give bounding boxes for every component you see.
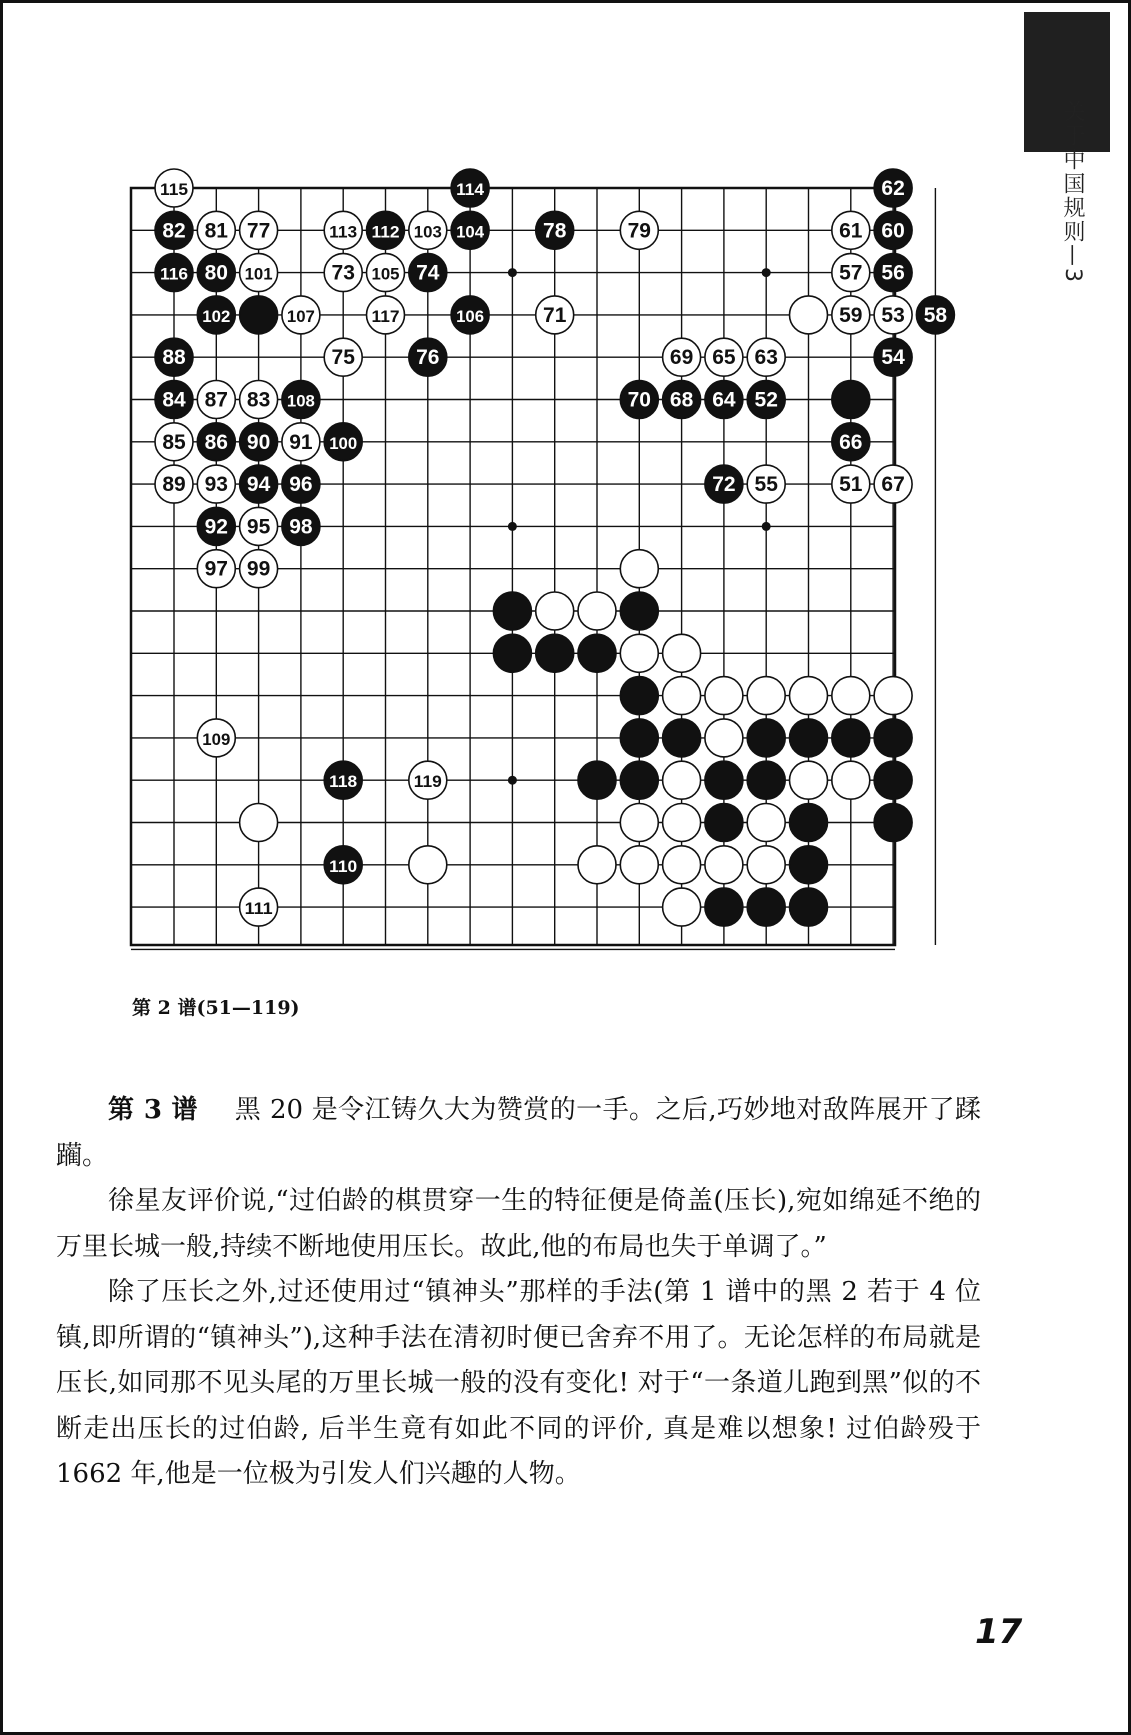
black-stone <box>874 804 912 842</box>
black-stone <box>620 592 658 630</box>
stone-move-number: 70 <box>627 388 651 412</box>
white-stone <box>747 804 785 842</box>
white-stone <box>663 677 701 715</box>
stone-move-number: 115 <box>160 180 188 199</box>
paragraph <box>56 1088 981 1179</box>
stone-move-number: 93 <box>204 473 228 497</box>
stone-move-number: 91 <box>289 430 313 454</box>
black-stone <box>663 719 701 757</box>
stone-move-number: 111 <box>244 899 273 919</box>
white-stone <box>620 804 658 842</box>
stone-move-number: 69 <box>669 346 694 370</box>
stone-move-number: 94 <box>246 473 271 497</box>
body-text <box>56 1088 981 1498</box>
stone-move-number: 117 <box>371 306 400 326</box>
star-point <box>762 522 771 531</box>
black-stone <box>578 634 616 672</box>
stone-move-number: 75 <box>331 346 355 370</box>
stone-move-number: 59 <box>839 303 863 327</box>
black-stone <box>240 296 278 334</box>
white-stone <box>832 761 870 799</box>
white-stone <box>578 846 616 884</box>
stone-move-number: 53 <box>881 303 905 327</box>
white-stone <box>240 804 278 842</box>
stone-move-number: 65 <box>712 346 736 370</box>
white-stone <box>705 719 743 757</box>
stone-move-number: 92 <box>204 515 228 539</box>
stone-move-number: 118 <box>329 772 358 792</box>
stone-move-number: 103 <box>413 222 442 242</box>
white-stone <box>663 846 701 884</box>
stone-move-number: 102 <box>202 306 231 326</box>
stone-move-number: 109 <box>202 729 231 749</box>
stone-move-number: 51 <box>839 473 863 497</box>
stone-move-number: 56 <box>881 261 905 285</box>
black-stone <box>620 677 658 715</box>
star-point <box>762 268 771 277</box>
black-stone <box>832 381 870 419</box>
stone-move-number: 86 <box>204 430 228 454</box>
paragraph-text: 黑 20 是令江铸久大为赞赏的一手。之后,巧妙地对敌阵展开了蹂躏。 <box>56 1095 981 1171</box>
stone-move-number: 71 <box>543 303 567 327</box>
white-stone <box>663 761 701 799</box>
star-point <box>508 522 517 531</box>
stone-move-number: 64 <box>712 388 736 412</box>
stone-move-number: 61 <box>839 219 863 243</box>
white-stone <box>663 634 701 672</box>
paragraph <box>56 1270 981 1498</box>
stone-move-number: 105 <box>371 264 400 284</box>
black-stone <box>790 888 828 926</box>
paragraph-text: 徐星友评价说,“过伯龄的棋贯穿一生的特征便是倚盖(压长),宛如绵延不绝的万里长城一般,持续不断地使用压长。故此,他的布局也失于单调了。” <box>56 1186 981 1262</box>
white-stone <box>705 677 743 715</box>
black-stone <box>790 804 828 842</box>
paragraph <box>56 1179 981 1270</box>
stone-move-number: 108 <box>286 391 315 411</box>
black-stone <box>493 592 531 630</box>
section-title: 关于中国规则—3 <box>1060 100 1085 284</box>
stone-move-number: 55 <box>754 473 778 497</box>
stone-move-number: 112 <box>371 222 400 242</box>
stone-move-number: 57 <box>839 261 863 285</box>
black-stone <box>620 761 658 799</box>
stone-move-number: 119 <box>413 772 442 792</box>
stone-move-number: 99 <box>246 557 271 581</box>
stone-move-number: 87 <box>204 388 228 412</box>
stone-move-number: 77 <box>246 219 271 243</box>
white-stone <box>536 592 574 630</box>
white-stone <box>578 592 616 630</box>
white-stone <box>747 677 785 715</box>
white-stone <box>409 846 447 884</box>
stone-move-number: 52 <box>754 388 778 412</box>
stone-move-number: 82 <box>162 219 186 243</box>
stone-move-number: 54 <box>881 346 905 370</box>
diagram-caption: 第 2 谱(51—119) <box>132 997 300 1019</box>
white-stone <box>874 677 912 715</box>
white-stone <box>663 888 701 926</box>
black-stone <box>874 719 912 757</box>
black-stone <box>747 888 785 926</box>
white-stone <box>790 296 828 334</box>
stone-move-number: 84 <box>162 388 186 412</box>
stone-move-number: 68 <box>669 388 694 412</box>
black-stone <box>790 719 828 757</box>
stone-move-number: 98 <box>289 515 313 539</box>
paragraph-lead: 第 3 谱 <box>108 1095 198 1125</box>
stone-move-number: 60 <box>881 219 905 243</box>
black-stone <box>705 888 743 926</box>
stone-move-number: 113 <box>329 222 358 242</box>
stone-move-number: 63 <box>754 346 778 370</box>
stone-move-number: 110 <box>329 856 358 876</box>
stone-move-number: 73 <box>331 261 355 285</box>
stone-move-number: 78 <box>543 219 567 243</box>
stone-move-number: 83 <box>246 388 271 412</box>
black-stone <box>620 719 658 757</box>
stone-move-number: 90 <box>246 430 271 454</box>
black-stone <box>747 719 785 757</box>
white-stone <box>747 846 785 884</box>
stone-move-number: 67 <box>881 473 905 497</box>
stone-move-number: 74 <box>416 261 440 285</box>
white-stone <box>705 846 743 884</box>
black-stone <box>705 804 743 842</box>
white-stone <box>620 550 658 588</box>
stone-move-number: 106 <box>456 306 485 326</box>
white-stone <box>832 677 870 715</box>
black-stone <box>705 761 743 799</box>
black-stone <box>536 634 574 672</box>
stone-move-number: 104 <box>456 222 485 242</box>
black-stone <box>578 761 616 799</box>
page-number: 17 <box>975 1612 1023 1652</box>
stone-move-number: 107 <box>286 306 315 326</box>
stone-move-number: 101 <box>244 264 273 284</box>
stone-move-number: 100 <box>329 433 358 453</box>
stone-move-number: 80 <box>204 261 228 285</box>
stone-move-number: 96 <box>289 473 313 497</box>
stone-move-number: 97 <box>204 557 228 581</box>
stone-move-number: 76 <box>416 346 440 370</box>
stone-move-number: 89 <box>162 473 186 497</box>
stone-move-number: 114 <box>456 180 485 199</box>
white-stone <box>790 677 828 715</box>
stone-move-number: 81 <box>204 219 228 243</box>
stone-move-number: 85 <box>162 430 186 454</box>
white-stone <box>620 846 658 884</box>
star-point <box>508 776 517 785</box>
white-stone <box>790 761 828 799</box>
black-stone <box>790 846 828 884</box>
stone-move-number: 88 <box>162 346 186 370</box>
black-stone <box>832 719 870 757</box>
stone-move-number: 72 <box>712 473 736 497</box>
white-stone <box>620 634 658 672</box>
stone-move-number: 66 <box>839 430 863 454</box>
black-stone <box>874 761 912 799</box>
black-stone <box>493 634 531 672</box>
stone-move-number: 116 <box>160 264 188 284</box>
black-stone <box>747 761 785 799</box>
paragraph-text: 除了压长之外,过还使用过“镇神头”那样的手法(第 1 谱中的黑 2 若于 4 位镇,即所谓的“镇神头”),这种手法在清初时便已舍弃不用了。无论怎样的布局就是压长,如同那不见头尾的万里长城一般的没有变化! 对于“一条道儿跑到黑”似的不断走出压长的过伯龄, 后半生竟有如此不同的评价, 真是难以想象! 过伯龄殁于 1662 年,他是一位极为引发人们兴趣的人物。 <box>56 1277 982 1489</box>
stone-move-number: 79 <box>627 219 651 243</box>
stone-move-number: 58 <box>923 303 948 327</box>
white-stone <box>663 804 701 842</box>
stone-move-number: 95 <box>246 515 271 539</box>
star-point <box>508 268 517 277</box>
stone-move-number: 62 <box>881 177 905 200</box>
